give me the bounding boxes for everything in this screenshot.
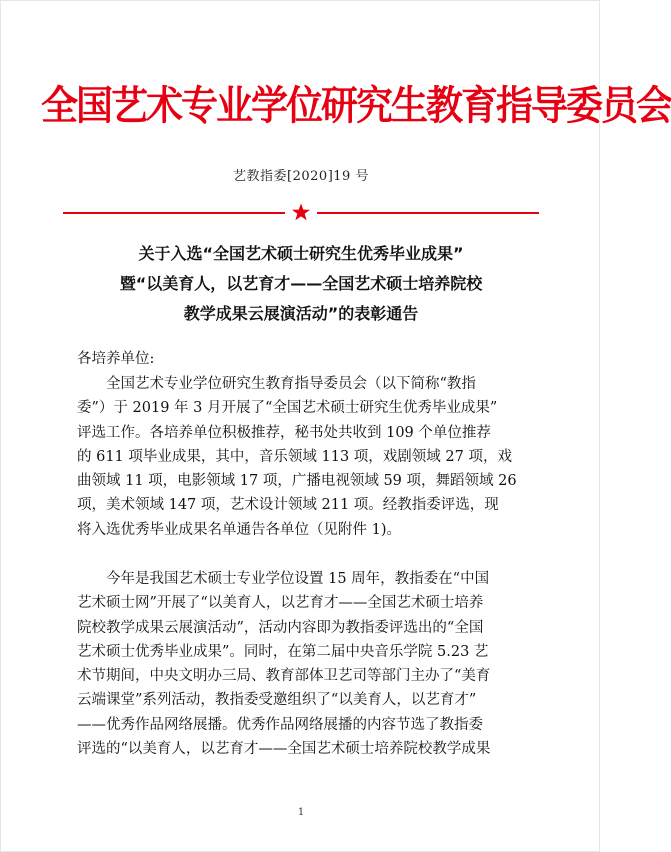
paragraph-line: 今年是我国艺术硕士专业学位设置 15 周年，教指委在“中国 — [106, 571, 490, 587]
org-masthead: 全国艺术专业学位研究生教育指导委员会 — [41, 82, 671, 129]
title-line-1: 关于入选“全国艺术硕士研究生优秀毕业成果” — [138, 244, 464, 263]
divider-line-right — [317, 212, 539, 214]
doc-number: 艺教指委[2020]19 号 — [233, 169, 369, 184]
title-line-2: 暨“以美育人，以艺育才——全国艺术硕士培养院校 — [119, 274, 483, 293]
paragraph-line: 委”）于 2019 年 3 月开展了“全国艺术硕士研究生优秀毕业成果” — [77, 400, 498, 417]
notice-title — [41, 239, 561, 329]
paragraph-line: 曲领域 11 项，电影领域 17 项，广播电视领域 59 项，舞蹈领域 26 — [77, 473, 517, 490]
title-line-3: 教学成果云展演活动”的表彰通告 — [183, 304, 419, 323]
page-number: 1 — [297, 807, 305, 818]
paragraph-line: 院校教学成果云展演活动”，活动内容即为教指委评选出的“全国 — [77, 619, 484, 636]
red-divider — [63, 203, 539, 221]
paragraph-line: 全国艺术专业学位研究生教育指导委员会（以下简称“教指 — [106, 376, 476, 392]
paragraph-line: 评选的“以美育人，以艺育才——全国艺术硕士培养院校教学成果 — [77, 741, 491, 758]
paragraph-line: 将入选优秀毕业成果名单通告各单位（见附件 1)。 — [77, 521, 401, 538]
paragraph-line: 艺术硕士网”开展了“以美育人，以艺育才——全国艺术硕士培养 — [77, 595, 484, 612]
star-icon — [291, 203, 311, 221]
paragraph-1 — [77, 372, 527, 542]
salutation: 各培养单位: — [77, 351, 155, 367]
paragraph-line: 项，美术领域 147 项，艺术设计领域 211 项。经教指委评选，现 — [77, 497, 499, 514]
paragraph-line: 评选工作。各培养单位积极推荐，秘书处共收到 109 个单位推荐 — [77, 424, 491, 441]
paragraph-line: 云端课堂”系列活动，教指委受邀组织了“以美育人，以艺育才” — [77, 692, 477, 709]
paragraph-line: 术节期间，中央文明办三局、教育部体卫艺司等部门主办了“美育 — [77, 668, 491, 685]
paragraph-line: 的 611 项毕业成果，其中，音乐领域 113 项，戏剧领域 27 项，戏 — [77, 448, 512, 465]
paragraph-line: ——优秀作品网络展播。优秀作品网络展播的内容节选了教指委 — [77, 716, 483, 733]
divider-line-left — [63, 212, 285, 214]
paragraph-2 — [77, 567, 527, 761]
paragraph-line: 艺术硕士优秀毕业成果”。同时，在第二届中央音乐学院 5.23 艺 — [77, 643, 489, 660]
